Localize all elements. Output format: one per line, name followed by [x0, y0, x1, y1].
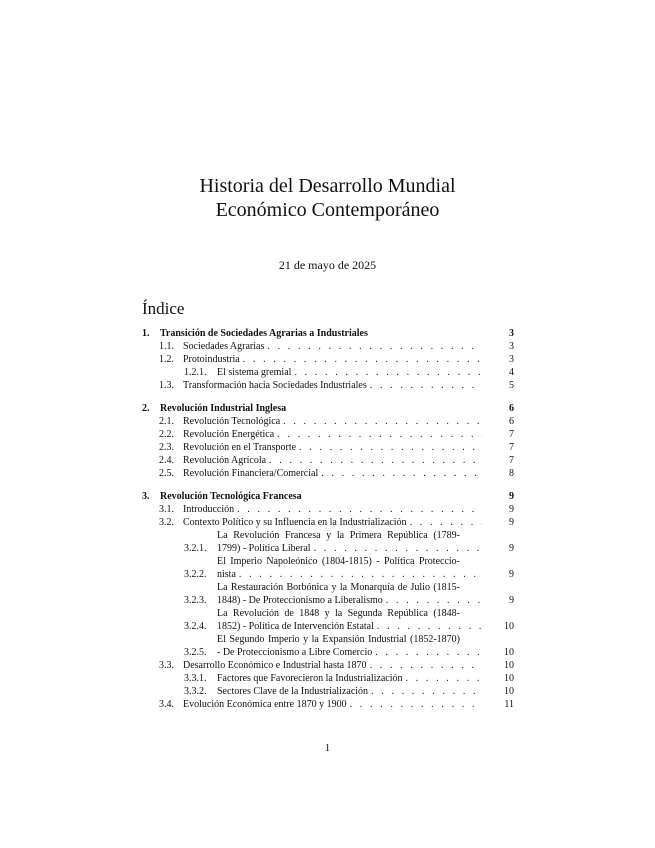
- toc-entry[interactable]: [142, 353, 514, 366]
- page-number: 1: [324, 742, 331, 754]
- toc-entry-title-line-1: La Revolución Francesa y la Primera República (1789-: [217, 530, 460, 541]
- toc-entry-number: 3.3.: [159, 660, 174, 671]
- toc-entry-number: 3.2.2.: [184, 569, 207, 580]
- leader-dots: [274, 428, 482, 441]
- document-title: [0, 174, 655, 222]
- toc-entry[interactable]: [142, 327, 514, 340]
- toc-entry-title-line-2: 1848) - De Proteccionismo a Liberalismo: [217, 595, 383, 606]
- toc-entry[interactable]: [142, 685, 514, 698]
- toc-entry-page: 8: [509, 468, 514, 479]
- toc-entry-page: 10: [504, 647, 514, 658]
- toc-entry[interactable]: [142, 441, 514, 454]
- toc-entry-page: 3: [509, 328, 514, 339]
- toc-entry-page: 11: [504, 699, 514, 710]
- toc-entry-number: 3.3.2.: [184, 686, 207, 697]
- document-date: 21 de mayo de 2025: [278, 258, 377, 272]
- toc-entry-title-line-2: 1852) - Política de Intervención Estatal: [217, 621, 374, 632]
- toc-entry-page: 7: [509, 429, 514, 440]
- toc-entry-title: Transformación hacia Sociedades Industriales: [183, 380, 367, 391]
- toc-entry[interactable]: [142, 379, 514, 392]
- toc-entry-title: Revolución Industrial Inglesa: [160, 403, 287, 414]
- leader-dots: [236, 568, 482, 581]
- toc-entry-number: 2.: [142, 403, 150, 414]
- toc-entry-title: Protoindustria: [183, 354, 240, 365]
- toc-entry-page: 10: [504, 621, 514, 632]
- toc-entry-page: 9: [509, 595, 514, 606]
- leader-dots: [318, 467, 482, 480]
- toc-entry[interactable]: [142, 366, 514, 379]
- toc-entry-title: Revolución Financiera/Comercial: [183, 468, 319, 479]
- toc-entry-page: 10: [504, 686, 514, 697]
- toc-entry-number: 1.2.: [159, 354, 174, 365]
- toc-entry[interactable]: [142, 555, 514, 581]
- toc-entry-number: 1.3.: [159, 380, 174, 391]
- toc-entry[interactable]: [142, 659, 514, 672]
- toc-entry[interactable]: [142, 698, 514, 711]
- toc-entry-page: 10: [504, 660, 514, 671]
- toc-entry-number: 3.2.1.: [184, 543, 207, 554]
- leader-dots: [291, 366, 482, 379]
- toc-entry-title-line-1: El Segundo Imperio y la Expansión Industrial (1852-1870): [217, 634, 460, 645]
- toc-section-3: [142, 490, 514, 711]
- toc-entry-title: El sistema gremial: [217, 367, 292, 378]
- leader-dots: [240, 353, 482, 366]
- toc-entry[interactable]: [142, 516, 514, 529]
- toc-entry-title: Revolución Energética: [183, 429, 275, 440]
- toc-section-1: [142, 327, 514, 392]
- toc-entry-page: 3: [509, 354, 514, 365]
- toc-entry-number: 3.2.: [159, 517, 174, 528]
- toc-entry-number: 1.2.1.: [184, 367, 207, 378]
- toc-entry-title: Introducción: [183, 504, 235, 515]
- toc-entry-page: 7: [509, 442, 514, 453]
- toc-entry-number: 3.: [142, 491, 150, 502]
- toc-entry-number: 3.3.1.: [184, 673, 207, 684]
- toc-entry-page: 9: [509, 504, 514, 515]
- toc-entry-page: 9: [509, 543, 514, 554]
- toc-entry-page: 3: [509, 341, 514, 352]
- toc-entry[interactable]: [142, 529, 514, 555]
- toc-entry-title: Sociedades Agrarias: [183, 341, 265, 352]
- toc-entry-number: 3.2.3.: [184, 595, 207, 606]
- leader-dots: [266, 454, 482, 467]
- table-of-contents: [142, 327, 514, 711]
- toc-entry-page: 7: [509, 455, 514, 466]
- leader-dots: [367, 379, 482, 392]
- toc-entry-number: 3.2.5.: [184, 647, 207, 658]
- leader-dots: [402, 672, 482, 685]
- toc-entry-title: Revolución Tecnológica Francesa: [160, 491, 302, 502]
- toc-entry-title: Sectores Clave de la Industrialización: [217, 686, 369, 697]
- toc-entry[interactable]: [142, 340, 514, 353]
- toc-entry-title-line-1: La Restauración Borbónica y la Monarquía de Julio (1815-: [217, 582, 460, 593]
- toc-entry[interactable]: [142, 490, 514, 503]
- toc-entry-number: 1.: [142, 328, 150, 339]
- toc-entry-number: 3.2.4.: [184, 621, 207, 632]
- toc-entry-title-line-2: - De Proteccionismo a Libre Comercio: [217, 647, 373, 658]
- toc-entry[interactable]: [142, 454, 514, 467]
- toc-entry-number: 2.3.: [159, 442, 174, 453]
- toc-entry[interactable]: [142, 402, 514, 415]
- toc-entry-number: 3.4.: [159, 699, 174, 710]
- toc-entry-title: Factores que Favorecieron la Industrialización: [217, 673, 403, 684]
- toc-entry-title-line-2: 1799) - Política Liberal: [217, 543, 311, 554]
- toc-entry[interactable]: [142, 581, 514, 607]
- leader-dots: [407, 516, 482, 529]
- leader-dots: [296, 441, 482, 454]
- leader-dots: [374, 620, 482, 633]
- toc-entry-title-line-1: La Revolución de 1848 y la Segunda República (1848-: [217, 608, 460, 619]
- toc-entry-title-line-1: El Imperio Napoleónico (1804-1815) - Política Proteccio-: [217, 556, 460, 567]
- toc-entry-title: Evolución Económica entre 1870 y 1900: [183, 699, 347, 710]
- toc-entry-number: 1.1.: [159, 341, 174, 352]
- toc-entry-page: 10: [504, 673, 514, 684]
- toc-entry-title: Desarrollo Económico e Industrial hasta 1870: [183, 660, 367, 671]
- title-line-2: Económico Contemporáneo: [215, 199, 440, 221]
- leader-dots: [234, 503, 482, 516]
- toc-entry[interactable]: [142, 428, 514, 441]
- toc-entry[interactable]: [142, 672, 514, 685]
- toc-entry-title: Revolución Agrícola: [183, 455, 267, 466]
- toc-entry-title: Transición de Sociedades Agrarias a Industriales: [160, 328, 368, 339]
- leader-dots: [383, 594, 482, 607]
- leader-dots: [280, 415, 482, 428]
- leader-dots: [372, 646, 482, 659]
- leader-dots: [311, 542, 482, 555]
- toc-entry-page: 6: [509, 403, 514, 414]
- toc-entry[interactable]: [142, 415, 514, 428]
- toc-entry[interactable]: [142, 607, 514, 633]
- leader-dots: [367, 659, 482, 672]
- toc-entry-page: 5: [509, 380, 514, 391]
- toc-entry-page: 6: [509, 416, 514, 427]
- toc-entry-page: 4: [509, 367, 514, 378]
- leader-dots: [264, 340, 482, 353]
- toc-entry-page: 9: [509, 569, 514, 580]
- leader-dots: [368, 685, 482, 698]
- toc-entry[interactable]: [142, 467, 514, 480]
- toc-heading: Índice: [142, 299, 185, 318]
- toc-entry-number: 2.1.: [159, 416, 174, 427]
- leader-dots: [347, 698, 482, 711]
- toc-entry[interactable]: [142, 503, 514, 516]
- toc-entry-number: 2.4.: [159, 455, 174, 466]
- toc-entry-number: 3.1.: [159, 504, 174, 515]
- toc-entry-title-line-2: nista: [217, 569, 236, 580]
- title-line-1: Historia del Desarrollo Mundial: [199, 175, 456, 197]
- toc-entry-number: 2.2.: [159, 429, 174, 440]
- toc-entry-page: 9: [509, 517, 514, 528]
- toc-entry-page: 9: [509, 491, 514, 502]
- toc-entry-title: Contexto Político y su Influencia en la Industrialización: [183, 517, 407, 528]
- toc-entry-title: Revolución en el Transporte: [183, 442, 297, 453]
- toc-entry-number: 2.5.: [159, 468, 174, 479]
- toc-entry-title: Revolución Tecnológica: [183, 416, 281, 427]
- toc-entry[interactable]: [142, 633, 514, 659]
- toc-section-2: [142, 402, 514, 480]
